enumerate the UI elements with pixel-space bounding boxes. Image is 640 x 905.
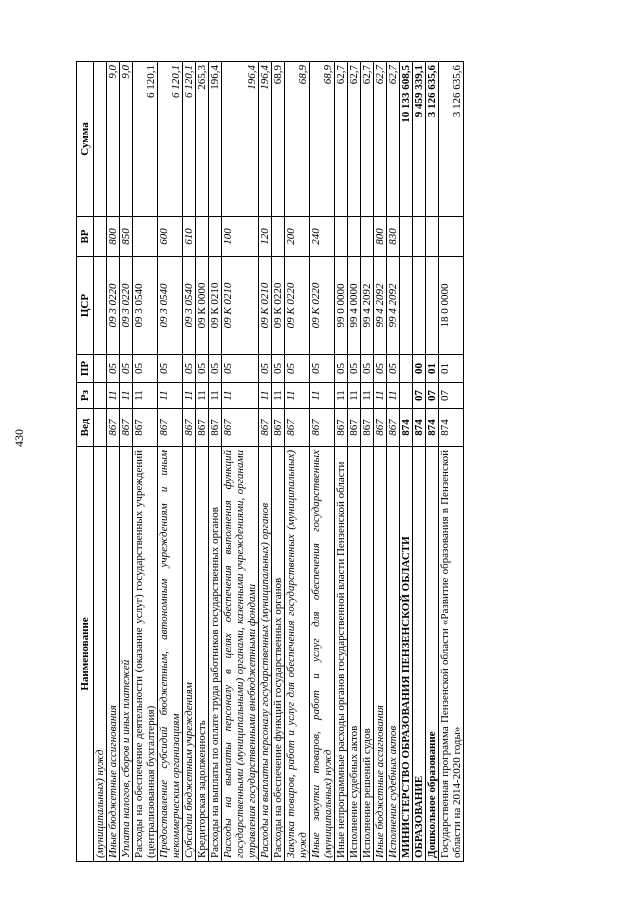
cell-pr [400, 355, 413, 383]
cell-sum: 196,4 [209, 62, 222, 217]
cell-rz: 11 [348, 383, 361, 409]
cell-csr: 09 К 0000 [196, 257, 209, 355]
table-row [426, 62, 439, 862]
cell-sum: 265,3 [196, 62, 209, 217]
cell-name: Расходы на выплаты персоналу государственных (муниципальных) органов [259, 447, 272, 862]
header-name: Наименование [77, 447, 94, 862]
cell-rz: 11 [107, 383, 120, 409]
cell-sum: 62,7 [348, 62, 361, 217]
header-vr: ВР [77, 217, 94, 257]
cell-pr: 05 [310, 355, 335, 383]
cell-sum: 9,0 [107, 62, 120, 217]
cell-ved: 867 [222, 409, 259, 447]
cell-vr [196, 217, 209, 257]
cell-vr: 610 [183, 217, 196, 257]
cell-name: Иные бюджетные ассигнования [374, 447, 387, 862]
cell-csr: 99 4 0000 [348, 257, 361, 355]
table-row [107, 62, 120, 862]
cell-csr [426, 257, 439, 355]
cell-ved: 867 [183, 409, 196, 447]
cell-ved: 874 [400, 409, 413, 447]
cell-pr: 05 [222, 355, 259, 383]
cell-rz: 11 [387, 383, 400, 409]
cell-pr: 05 [196, 355, 209, 383]
cell-ved: 867 [272, 409, 285, 447]
cell-ved: 867 [196, 409, 209, 447]
cell-vr [426, 217, 439, 257]
cell-ved: 867 [361, 409, 374, 447]
table-row [374, 62, 387, 862]
cell-rz: 11 [285, 383, 310, 409]
cell-ved: 867 [209, 409, 222, 447]
cell-sum: 9,0 [120, 62, 133, 217]
cell-ved: 867 [259, 409, 272, 447]
cell-csr: 99 4 2092 [374, 257, 387, 355]
header-pr: ПР [77, 355, 94, 383]
cell-pr: 05 [387, 355, 400, 383]
budget-table-container [76, 62, 556, 862]
cell-csr: 09 К 0210 [222, 257, 259, 355]
cell-pr: 05 [374, 355, 387, 383]
cell-ved: 867 [285, 409, 310, 447]
cell-pr: 01 [426, 355, 439, 383]
cell-vr: 830 [387, 217, 400, 257]
cell-csr [94, 257, 107, 355]
cell-csr: 99 0 0000 [335, 257, 348, 355]
cell-sum: 62,7 [387, 62, 400, 217]
cell-sum: 3 126 635,6 [439, 62, 464, 217]
cell-name: Иные бюджетные ассигнования [107, 447, 120, 862]
cell-pr: 05 [335, 355, 348, 383]
cell-pr: 05 [272, 355, 285, 383]
cell-rz: 11 [259, 383, 272, 409]
table-row [222, 62, 259, 862]
cell-csr [400, 257, 413, 355]
cell-vr: 100 [222, 217, 259, 257]
header-ved: Вед [77, 409, 94, 447]
cell-name: ОБРАЗОВАНИЕ [413, 447, 426, 862]
cell-pr: 05 [285, 355, 310, 383]
cell-sum: 10 133 608,5 [400, 62, 413, 217]
cell-pr: 05 [183, 355, 196, 383]
cell-csr: 09 3 0220 [107, 257, 120, 355]
cell-name: Государственная программа Пензенской области «Развитие образования в Пензенской области на 2014-2020 годы» [439, 447, 464, 862]
cell-rz: 07 [426, 383, 439, 409]
header-csr: ЦСР [77, 257, 94, 355]
table-row [259, 62, 272, 862]
cell-ved: 867 [348, 409, 361, 447]
cell-name: Расходы на обеспечение функций государственных органов [272, 447, 285, 862]
cell-pr: 05 [348, 355, 361, 383]
cell-name: Субсидии бюджетным учреждениям [183, 447, 196, 862]
cell-sum: 6 120,1 [158, 62, 183, 217]
cell-vr: 600 [158, 217, 183, 257]
table-row [439, 62, 464, 862]
table-row [183, 62, 196, 862]
table-row [158, 62, 183, 862]
cell-vr [94, 217, 107, 257]
cell-rz: 11 [196, 383, 209, 409]
cell-vr [413, 217, 426, 257]
cell-sum: 6 120,1 [133, 62, 158, 217]
cell-sum: 68,9 [285, 62, 310, 217]
table-row [387, 62, 400, 862]
cell-rz: 11 [120, 383, 133, 409]
cell-ved: 874 [439, 409, 464, 447]
cell-rz: 11 [158, 383, 183, 409]
cell-sum: 68,9 [310, 62, 335, 217]
cell-pr: 05 [120, 355, 133, 383]
cell-sum: 3 126 635,6 [426, 62, 439, 217]
cell-rz: 11 [209, 383, 222, 409]
cell-csr: 09 К 0220 [285, 257, 310, 355]
cell-rz: 11 [222, 383, 259, 409]
cell-ved: 867 [387, 409, 400, 447]
cell-rz: 11 [183, 383, 196, 409]
table-row [310, 62, 335, 862]
cell-ved: 867 [158, 409, 183, 447]
cell-vr: 800 [374, 217, 387, 257]
cell-name: (муниципальных) нужд [94, 447, 107, 862]
header-rz: Рз [77, 383, 94, 409]
cell-name: МИНИСТЕРСТВО ОБРАЗОВАНИЯ ПЕНЗЕНСКОЙ ОБЛАСТИ [400, 447, 413, 862]
cell-vr [348, 217, 361, 257]
table-row [209, 62, 222, 862]
cell-csr: 99 4 2092 [387, 257, 400, 355]
page-number: 430 [12, 429, 26, 447]
cell-vr [272, 217, 285, 257]
cell-pr: 01 [439, 355, 464, 383]
cell-sum: 196,4 [259, 62, 272, 217]
cell-ved: 867 [120, 409, 133, 447]
cell-vr: 800 [107, 217, 120, 257]
cell-name: Исполнение судебных актов [348, 447, 361, 862]
cell-name: Закупка товаров, работ и услуг для обеспечения государственных (муниципальных) нужд [285, 447, 310, 862]
cell-rz [400, 383, 413, 409]
cell-vr [361, 217, 374, 257]
cell-ved: 867 [133, 409, 158, 447]
cell-rz: 11 [133, 383, 158, 409]
table-row [133, 62, 158, 862]
cell-csr: 09 К 0210 [209, 257, 222, 355]
table-row [335, 62, 348, 862]
cell-name: Иные непрограммные расходы органов государственной власти Пензенской области [335, 447, 348, 862]
table-row [400, 62, 413, 862]
cell-pr: 05 [107, 355, 120, 383]
cell-vr [209, 217, 222, 257]
cell-name: Уплата налогов, сборов и иных платежей [120, 447, 133, 862]
cell-csr: 09 3 0540 [158, 257, 183, 355]
cell-ved: 874 [426, 409, 439, 447]
table-row [120, 62, 133, 862]
cell-name: Исполнение решений судов [361, 447, 374, 862]
cell-sum: 68,9 [272, 62, 285, 217]
cell-ved: 867 [107, 409, 120, 447]
cell-name: Расходы на выплаты персоналу в целях обеспечения выполнения функций государственными (муниципальными) органами, казенными учреждениями, органами управления государственными внебюджетными фондами [222, 447, 259, 862]
cell-name: Кредиторская задолженность [196, 447, 209, 862]
table-header-row [77, 62, 94, 862]
cell-vr [133, 217, 158, 257]
cell-rz: 11 [335, 383, 348, 409]
cell-csr: 18 0 0000 [439, 257, 464, 355]
cell-ved: 867 [310, 409, 335, 447]
cell-vr: 200 [285, 217, 310, 257]
cell-ved: 867 [374, 409, 387, 447]
cell-pr: 05 [133, 355, 158, 383]
cell-sum [94, 62, 107, 217]
cell-name: Исполнение судебных актов [387, 447, 400, 862]
table-row [272, 62, 285, 862]
cell-rz: 11 [374, 383, 387, 409]
cell-vr: 120 [259, 217, 272, 257]
cell-pr: 00 [413, 355, 426, 383]
cell-sum: 9 459 339,1 [413, 62, 426, 217]
cell-sum: 62,7 [335, 62, 348, 217]
table-row [285, 62, 310, 862]
cell-sum: 6 120,1 [183, 62, 196, 217]
cell-pr [94, 355, 107, 383]
cell-csr: 09 3 0540 [133, 257, 158, 355]
cell-ved: 867 [335, 409, 348, 447]
cell-csr: 09 К 0210 [259, 257, 272, 355]
cell-name: Иные закупки товаров, работ и услуг для обеспечения государственных (муниципальных) нужд [310, 447, 335, 862]
cell-sum: 62,7 [361, 62, 374, 217]
cell-rz: 07 [413, 383, 426, 409]
cell-pr: 05 [209, 355, 222, 383]
budget-table [76, 61, 464, 862]
cell-rz [94, 383, 107, 409]
header-sum: Сумма [77, 62, 94, 217]
cell-csr: 09 3 0540 [183, 257, 196, 355]
cell-pr: 05 [361, 355, 374, 383]
table-row [361, 62, 374, 862]
cell-csr: 99 4 2092 [361, 257, 374, 355]
cell-vr: 850 [120, 217, 133, 257]
cell-sum: 62,7 [374, 62, 387, 217]
cell-vr [439, 217, 464, 257]
cell-name: Расходы на обеспечение деятельности (оказание услуг) государственных учреждений (централизованная бухгалтерия) [133, 447, 158, 862]
table-row [196, 62, 209, 862]
cell-rz: 11 [361, 383, 374, 409]
cell-vr [400, 217, 413, 257]
cell-sum: 196,4 [222, 62, 259, 217]
cell-csr: 09 К 0220 [272, 257, 285, 355]
table-row [348, 62, 361, 862]
table-row [94, 62, 107, 862]
cell-rz: 07 [439, 383, 464, 409]
cell-name: Расходы на выплаты по оплате труда работников государственных органов [209, 447, 222, 862]
table-row [413, 62, 426, 862]
cell-csr: 09 К 0220 [310, 257, 335, 355]
cell-ved [94, 409, 107, 447]
cell-csr: 09 3 0220 [120, 257, 133, 355]
cell-rz: 11 [272, 383, 285, 409]
cell-csr [413, 257, 426, 355]
cell-pr: 05 [158, 355, 183, 383]
cell-ved: 874 [413, 409, 426, 447]
cell-pr: 05 [259, 355, 272, 383]
cell-name: Дошкольное образование [426, 447, 439, 862]
cell-name: Предоставление субсидий бюджетным, автономным учреждениям и иным некоммерческим организациям [158, 447, 183, 862]
cell-vr: 240 [310, 217, 335, 257]
cell-rz: 11 [310, 383, 335, 409]
cell-vr [335, 217, 348, 257]
